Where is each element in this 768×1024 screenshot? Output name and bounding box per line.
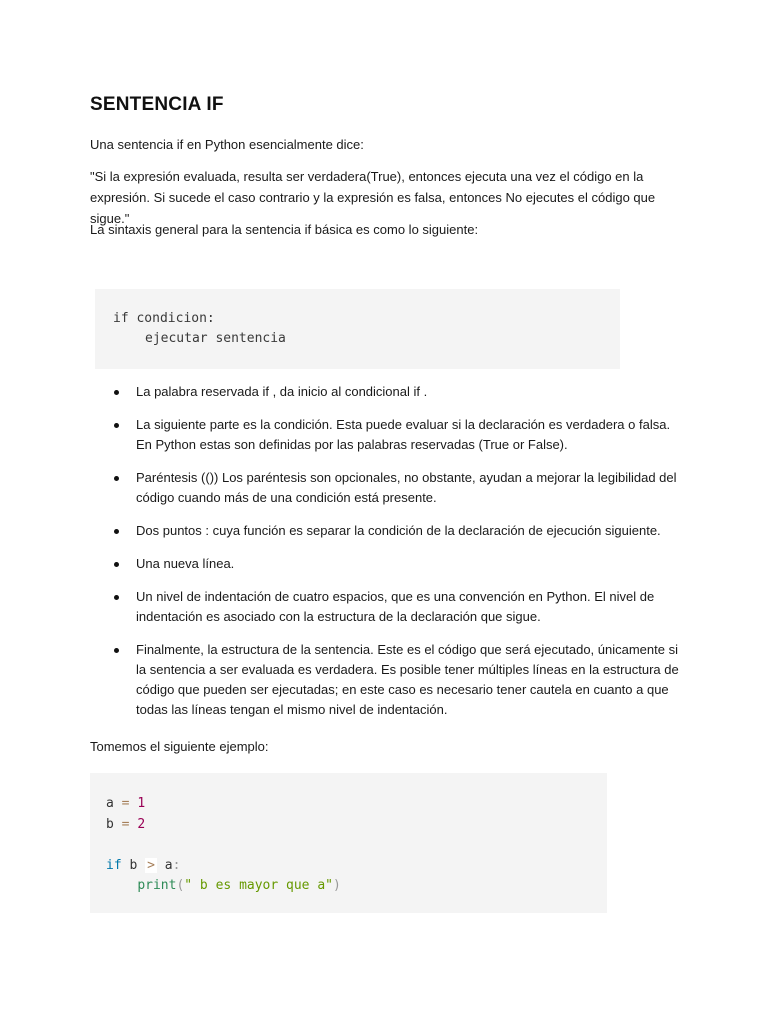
list-item: Un nivel de indentación de cuatro espacios, que es una convención en Python. El nivel de indentación es asociado con la estructura de la declaración que sigue. [90, 587, 680, 627]
code-line-assign-b: b = 2 [106, 816, 146, 832]
syntax-code-block [95, 289, 620, 369]
bullet-icon [114, 562, 119, 567]
page-title: SENTENCIA IF [90, 94, 224, 115]
code-blank-line [106, 835, 607, 856]
example-code-block [90, 773, 607, 913]
list-item: Finalmente, la estructura de la sentencia. Este es el código que será ejecutado, únicamente si la sentencia a ser evaluada es verdadera. Es posible tener múltiples líneas en la estructura de código que pueden ser ejecutadas; en este caso es necesario tener cautela en cuanto a que todas las líneas tengan el mismo nivel de indentación. [90, 640, 680, 720]
syntax-parts-list [90, 382, 680, 733]
code-line-print: print(" b es mayor que a") [137, 878, 341, 893]
list-item: Una nueva línea. [90, 554, 680, 574]
list-item: La palabra reservada if , da inicio al condicional if . [90, 382, 680, 402]
bullet-icon [114, 476, 119, 481]
bullet-icon [114, 595, 119, 600]
code-line-if-condicion: if condicion: [113, 311, 215, 326]
list-item: Paréntesis (()) Los paréntesis son opcionales, no obstante, ayudan a mejorar la legibilidad del código cuando más de una condición está presente. [90, 468, 680, 508]
bullet-icon [114, 390, 119, 395]
bullet-icon [114, 529, 119, 534]
quote-paragraph: "Si la expresión evaluada, resulta ser verdadera(True), entonces ejecuta una vez el código en la expresión. Si sucede el caso contrario y la expresión es falsa, entonces No ejecutes el código que sigue." [90, 169, 656, 226]
code-line-if: if b > a: [106, 857, 181, 873]
code-line-assign-a: a = 1 [106, 796, 146, 811]
bullet-icon [114, 648, 119, 653]
code-line-ejecutar-sentencia: ejecutar sentencia [145, 331, 286, 346]
intro-paragraph: Una sentencia if en Python esencialmente dice: [90, 137, 364, 152]
list-item: La siguiente parte es la condición. Esta puede evaluar si la declaración es verdadera o falsa. En Python estas son definidas por las palabras reservadas (True or False). [90, 415, 680, 455]
list-item: Dos puntos : cuya función es separar la condición de la declaración de ejecución siguiente. [90, 521, 680, 541]
example-intro-paragraph: Tomemos el siguiente ejemplo: [90, 739, 269, 754]
syntax-intro-paragraph: La sintaxis general para la sentencia if básica es como lo siguiente: [90, 222, 479, 237]
bullet-icon [114, 423, 119, 428]
